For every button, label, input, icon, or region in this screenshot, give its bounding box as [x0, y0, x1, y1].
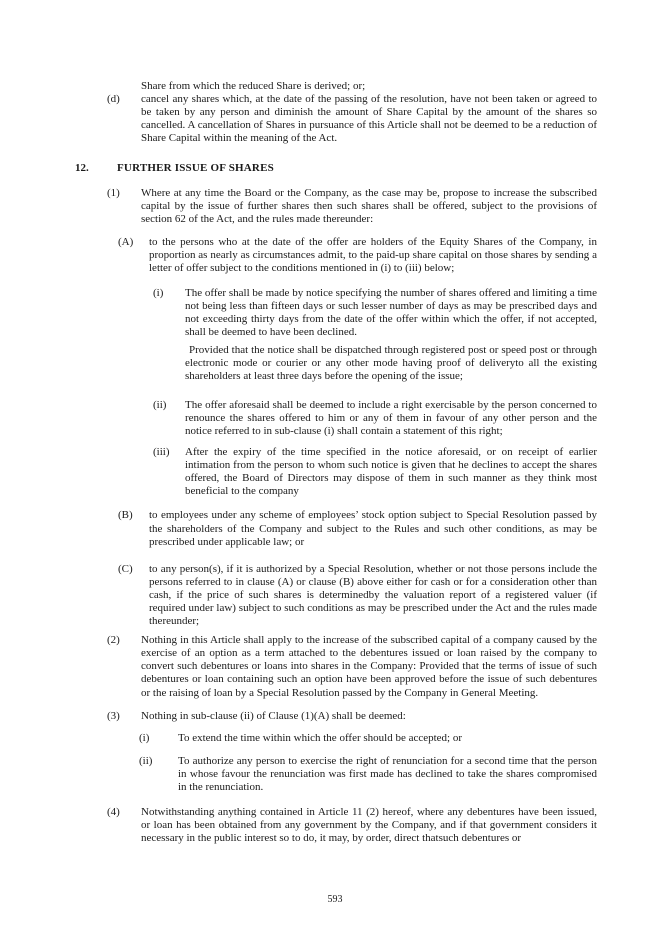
clause-1A-i-proviso-text: Provided that the notice shall be dispatched through registered post or speed post or through electronic mode or courier or any other mode having proof of deliveryto all the existing shareholders at least three days before the opening of the issue;	[185, 343, 597, 382]
clause-1A	[118, 236, 597, 275]
clause-3-i	[139, 732, 597, 745]
clause-3-ii-text: To authorize any person to exercise the right of renunciation for a second time that the person in whose favour the renunciation was first made has declined to take the shares compromised in the renunciation.	[178, 754, 597, 794]
clause-3-i-text: To extend the time within which the offer should be accepted; or	[178, 731, 463, 744]
clause-1B-text: to employees under any scheme of employees’ stock option subject to Special Resolution passed by the shareholders of the Company and subject to the Rules and such other conditions, as may be prescribed under applicable law; or	[149, 509, 597, 548]
clause-1C-text: to any person(s), if it is authorized by a Special Resolution, whether or not those persons include the persons referred to in clause (A) or clause (B) above either for cash or for a consideration other than cash, if the price of such shares is determinedby the valuation report of a registered valuer (if required under law) subject to such conditions as may be prescribed under the Act and the rules made thereunder;	[149, 562, 597, 628]
clause-1A-iii-text: After the expiry of the time specified in the notice aforesaid, or on receipt of earlier intimation from the person to whom such notice is given that he declines to accept the shares offered, the Board of Directors may dispose of them in such manner as they think most beneficial to the company	[185, 446, 597, 498]
clause-2	[107, 634, 597, 699]
article-heading	[75, 162, 597, 175]
clause-2-text: Nothing in this Article shall apply to the increase of the subscribed capital of a company caused by the exercise of an option as a term attached to the debentures issued or loan raised by the company to convert such debentures or loans into shares in the Company: Provided that the terms of issue of such debentures or loan containing such an option have been approved before the issue of such debentures or the raising of loan by a Special Resolution passed by the Company in General Meeting.	[141, 634, 597, 699]
clause-2-label: (2)	[107, 634, 120, 647]
clause-1A-ii-label: (ii)	[153, 398, 167, 411]
clause-3	[107, 710, 597, 723]
clause-d	[107, 93, 597, 145]
clause-1A-i-label: (i)	[153, 287, 164, 300]
page-number: 593	[327, 894, 343, 905]
clause-1-text: Where at any time the Board or the Company, as the case may be, propose to increase the subscribed capital by the issue of further shares then such shares shall be offered, subject to the provisions of section 62 of the Act, and the rules made thereunder:	[141, 186, 597, 225]
clause-d-text: cancel any shares which, at the date of the passing of the resolution, have not been taken or agreed to be taken by any person and diminish the amount of Share Capital by the amount of the shares so cancelled. A cancellation of Shares in pursuance of this Article shall not be deemed to be a reduction of Share Capital within the meaning of the Act.	[141, 93, 597, 145]
clause-1A-iii-label: (iii)	[153, 446, 170, 459]
clause-3-ii	[139, 755, 597, 794]
article-number: 12.	[75, 162, 89, 175]
clause-3-ii-label: (ii)	[139, 754, 153, 767]
article-title: FURTHER ISSUE OF SHARES	[117, 162, 274, 175]
clause-1A-label: (A)	[118, 235, 134, 248]
clause-1-label: (1)	[107, 186, 120, 199]
clause-d-label: (d)	[107, 93, 120, 106]
clause-1A-i	[153, 287, 597, 339]
clause-3-i-label: (i)	[139, 731, 150, 744]
carryover-line	[141, 80, 597, 93]
clause-1A-ii	[153, 399, 597, 438]
clause-1C-label: (C)	[118, 562, 133, 575]
clause-1B-label: (B)	[118, 509, 133, 522]
clause-3-label: (3)	[107, 709, 120, 722]
clause-4-text: Notwithstanding anything contained in Article 11 (2) hereof, where any debentures have been issued, or loan has been obtained from any government by the Company, and if that government considers it necessary in the public interest so to do, it may, by order, direct thatsuch debentures or	[141, 806, 597, 845]
clause-1	[107, 187, 597, 226]
clause-1B	[118, 509, 597, 548]
clause-4	[107, 806, 597, 845]
carryover-line-text: Share from which the reduced Share is derived; or;	[141, 80, 366, 92]
clause-1A-ii-text: The offer aforesaid shall be deemed to include a right exercisable by the person concerned to renounce the shares offered to him or any of them in favour of any other person and the notice referred to in sub-clause (i) shall contain a statement of this right;	[185, 398, 597, 437]
clause-1A-i-text: The offer shall be made by notice specifying the number of shares offered and limiting a time not being less than fifteen days or such lesser number of days as may be prescribed days and not exceeding thirty days from the date of the offer within which the offer, if not accepted, shall be deemed to have been declined.	[185, 287, 597, 339]
clause-1C	[118, 563, 597, 628]
clause-3-text: Nothing in sub-clause (ii) of Clause (1)(A) shall be deemed:	[141, 709, 406, 722]
clause-4-label: (4)	[107, 806, 120, 819]
clause-1A-i-proviso	[185, 344, 597, 383]
page-content	[75, 80, 597, 845]
clause-1A-text: to the persons who at the date of the offer are holders of the Equity Shares of the Company, in proportion as nearly as circumstances admit, to the paid-up share capital on those shares by sending a letter of offer subject to the conditions mentioned in (i) to (iii) below;	[149, 235, 597, 275]
clause-1A-iii	[153, 446, 597, 498]
